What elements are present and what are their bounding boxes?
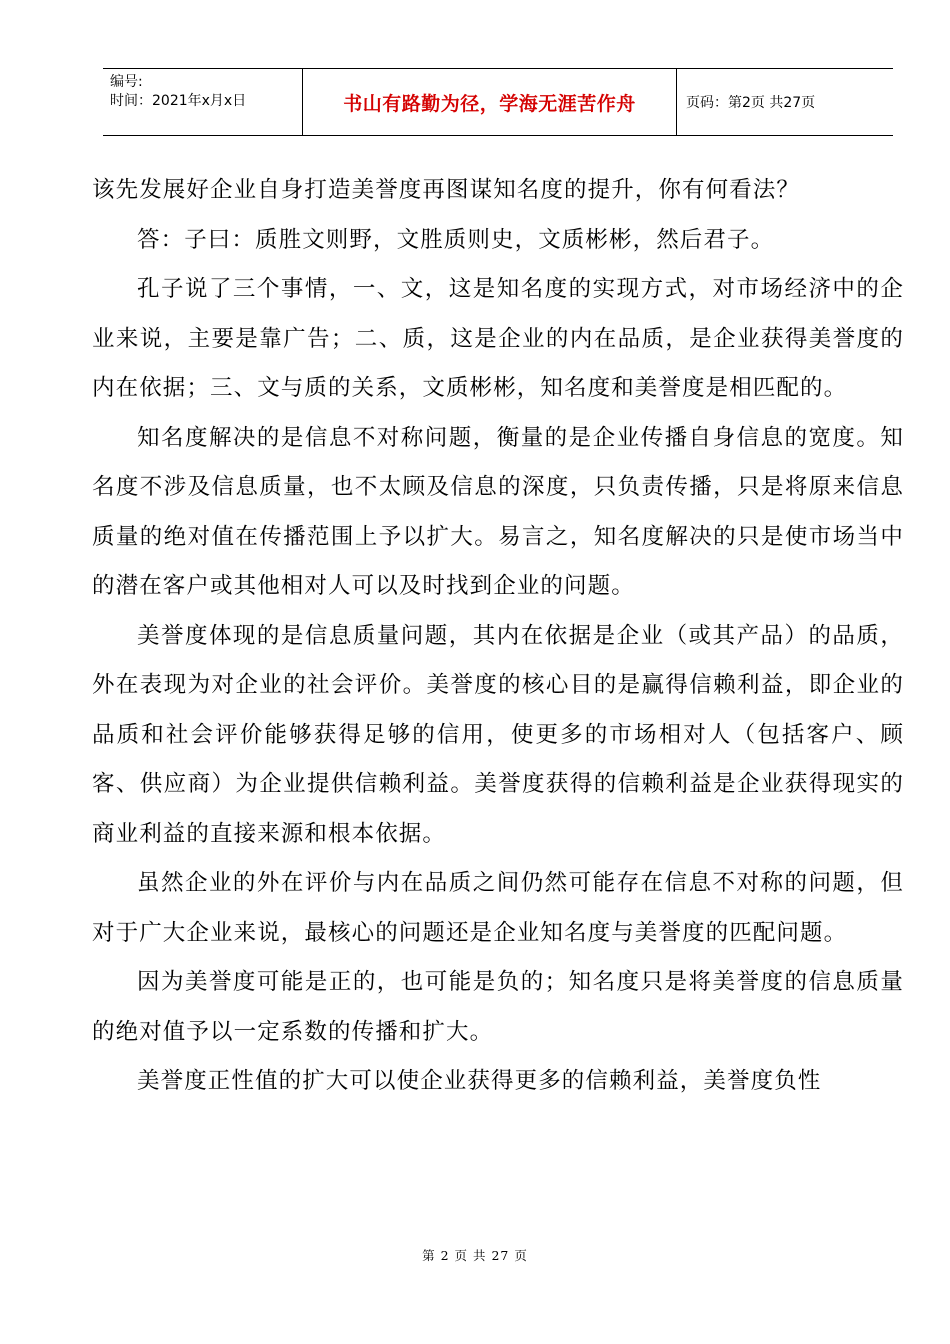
paragraph: 该先发展好企业自身打造美誉度再图谋知名度的提升，你有何看法？ [92, 177, 801, 203]
paragraph: 美誉度正性值的扩大可以使企业获得更多的信赖利益，美誉度负性 [137, 1068, 822, 1094]
paragraph: 孔子说了三个事情，一、文，这是知名度的实现方式，对市场经济中的企业来说，主要是靠广告；二、质，这是企业的内在品质，是企业获得美誉度的内在依据；三、文与质的关系，文质彬彬，知名度和美誉度是相匹配的。 [92, 276, 904, 401]
paragraph: 美誉度体现的是信息质量问题，其内在依据是企业（或其产品）的品质，外在表现为对企业的社会评价。美誉度的核心目的是赢得信赖利益，即企业的品质和社会评价能够获得足够的信用，使更多的市场相对人（包括客户、顾客、供应商）为企业提供信赖利益。美誉度获得的信赖利益是企业获得现实的商业利益的直接来源和根本依据。 [92, 622, 904, 847]
page-header [103, 68, 893, 136]
header-meta [103, 69, 303, 135]
header-motto: 书山有路勤为径，学海无涯苦作舟 [303, 69, 677, 135]
paragraph: 知名度解决的是信息不对称问题，衡量的是企业传播自身信息的宽度。知名度不涉及信息质量，也不太顾及信息的深度，只负责传播，只是将原来信息质量的绝对值在传播范围上予以扩大。易言之，知名度解决的只是使市场当中的潜在客户或其他相对人可以及时找到企业的问题。 [92, 424, 904, 599]
document-body [92, 166, 904, 1107]
paragraph: 答：子曰：质胜文则野，文胜质则史，文质彬彬，然后君子。 [137, 226, 775, 253]
page-footer: 第 2 页 共 27 页 [422, 1248, 528, 1263]
paragraph: 因为美誉度可能是正的，也可能是负的；知名度只是将美誉度的信息质量的绝对值予以一定系数的传播和扩大。 [92, 969, 904, 1045]
header-page-code: 页码：第2页 共27页 [686, 95, 816, 111]
date-label: 时间：2021年x月x日 [110, 93, 247, 109]
paragraph: 虽然企业的外在评价与内在品质之间仍然可能存在信息不对称的问题，但对于广大企业来说，最核心的问题还是企业知名度与美誉度的匹配问题。 [92, 870, 904, 946]
number-label: 编号: [110, 74, 143, 90]
